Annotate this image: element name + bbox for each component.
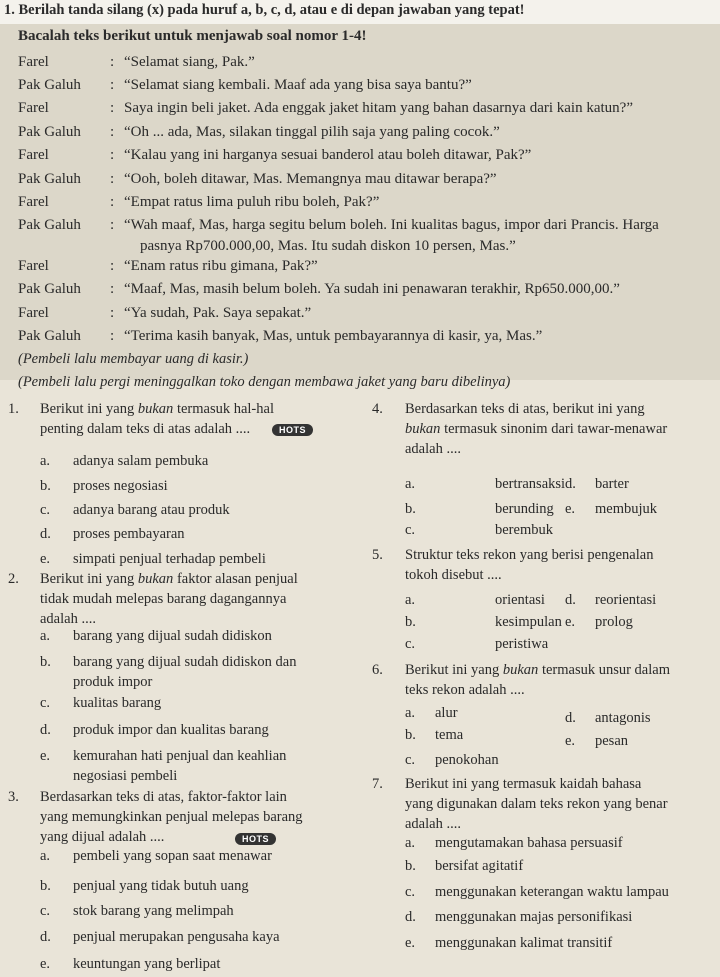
option-text: bersifat agitatif bbox=[435, 858, 524, 874]
option-text: pesan bbox=[595, 733, 629, 749]
option-text: kemurahan hati penjual dan keahlian bbox=[73, 748, 287, 764]
option-text: bertransaksi bbox=[495, 476, 566, 492]
option-text: alur bbox=[435, 705, 458, 721]
option-letter: e. bbox=[405, 935, 416, 951]
speaker-colon: : bbox=[110, 194, 115, 210]
option-text: berunding bbox=[495, 501, 554, 517]
option-text: reorientasi bbox=[595, 592, 657, 608]
question-number: 6. bbox=[372, 662, 383, 678]
utterance: “Kalau yang ini harganya sesuai banderol atau boleh ditawar, Pak?” bbox=[124, 147, 532, 163]
utterance-continued: pasnya Rp700.000,00, Mas. Itu sudah diskon 10 persen, Mas.” bbox=[140, 238, 516, 254]
question-text: adalah .... bbox=[405, 441, 461, 457]
option-text: kualitas barang bbox=[73, 695, 162, 711]
question-number: 1. bbox=[8, 401, 19, 417]
option-letter: c. bbox=[405, 752, 416, 768]
question-text: tidak mudah melepas barang dagangannya bbox=[40, 591, 287, 607]
option-text: penjual yang tidak butuh uang bbox=[73, 878, 249, 894]
question-text: bukan termasuk sinonim dari tawar-menawar bbox=[405, 421, 668, 437]
narration-note: (Pembeli lalu membayar uang di kasir.) bbox=[18, 351, 249, 367]
option-text-continued: negosiasi pembeli bbox=[73, 768, 178, 784]
option-letter: c. bbox=[40, 502, 51, 518]
narration-note: (Pembeli lalu pergi meninggalkan toko dengan membawa jaket yang baru dibelinya) bbox=[18, 374, 511, 390]
option-letter: a. bbox=[40, 453, 51, 469]
option-letter: b. bbox=[40, 654, 51, 670]
utterance: Saya ingin beli jaket. Ada enggak jaket hitam yang bahan dasarnya dari kain katun?” bbox=[124, 100, 633, 116]
option-text: menggunakan majas personifikasi bbox=[435, 909, 633, 925]
option-text: proses negosiasi bbox=[73, 478, 168, 494]
speaker-name: Farel bbox=[18, 258, 49, 274]
option-letter: a. bbox=[40, 628, 51, 644]
option-letter: c. bbox=[40, 903, 51, 919]
option-text: menggunakan kalimat transitif bbox=[435, 935, 613, 951]
option-letter: d. bbox=[40, 526, 51, 542]
utterance: “Empat ratus lima puluh ribu boleh, Pak?” bbox=[124, 194, 380, 210]
speaker-colon: : bbox=[110, 328, 115, 344]
utterance: “Ooh, boleh ditawar, Mas. Memangnya mau ditawar berapa?” bbox=[124, 171, 497, 187]
question-text: Struktur teks rekon yang berisi pengenalan bbox=[405, 547, 654, 563]
hots-badge: HOTS bbox=[272, 424, 313, 436]
option-letter: a. bbox=[405, 592, 416, 608]
speaker-name: Pak Galuh bbox=[18, 217, 81, 233]
option-letter: a. bbox=[40, 848, 51, 864]
question-text: yang dijual adalah .... bbox=[40, 829, 165, 845]
speaker-colon: : bbox=[110, 281, 115, 297]
option-text: barang yang dijual sudah didiskon bbox=[73, 628, 272, 644]
speaker-colon: : bbox=[110, 77, 115, 93]
option-letter: b. bbox=[40, 478, 51, 494]
option-letter: c. bbox=[405, 522, 416, 538]
question-number: 3. bbox=[8, 789, 19, 805]
question-text: adalah .... bbox=[405, 816, 461, 832]
question-text: Berikut ini yang bukan termasuk hal-hal bbox=[40, 401, 274, 417]
option-text-continued: produk impor bbox=[73, 674, 153, 690]
option-text: prolog bbox=[595, 614, 633, 630]
speaker-colon: : bbox=[110, 217, 115, 233]
option-letter: e. bbox=[565, 501, 576, 517]
question-text: yang memungkinkan penjual melepas barang bbox=[40, 809, 303, 825]
option-letter: e. bbox=[565, 733, 576, 749]
question-text: teks rekon adalah .... bbox=[405, 682, 525, 698]
option-letter: c. bbox=[405, 884, 416, 900]
option-text: menggunakan keterangan waktu lampau bbox=[435, 884, 669, 900]
section-title: 1. Berilah tanda silang (x) pada huruf a, b, c, d, atau e di depan jawaban yang tepat! bbox=[4, 2, 525, 18]
option-text: orientasi bbox=[495, 592, 545, 608]
option-text: peristiwa bbox=[495, 636, 549, 652]
option-text: keuntungan yang berlipat bbox=[73, 956, 221, 972]
option-text: kesimpulan bbox=[495, 614, 562, 630]
hots-badge: HOTS bbox=[235, 833, 276, 845]
option-text: mengutamakan bahasa persuasif bbox=[435, 835, 623, 851]
option-text: tema bbox=[435, 727, 464, 743]
option-letter: e. bbox=[40, 748, 51, 764]
speaker-colon: : bbox=[110, 305, 115, 321]
question-text: Berikut ini yang bukan termasuk unsur dalam bbox=[405, 662, 670, 678]
utterance: “Maaf, Mas, masih belum boleh. Ya sudah ini penawaran terakhir, Rp650.000,00.” bbox=[124, 281, 620, 297]
option-letter: a. bbox=[405, 476, 416, 492]
option-letter: b. bbox=[405, 858, 416, 874]
question-text: Berikut ini yang termasuk kaidah bahasa bbox=[405, 776, 642, 792]
option-text: stok barang yang melimpah bbox=[73, 903, 234, 919]
option-letter: d. bbox=[40, 722, 51, 738]
speaker-name: Pak Galuh bbox=[18, 171, 81, 187]
speaker-colon: : bbox=[110, 258, 115, 274]
option-letter: b. bbox=[40, 878, 51, 894]
speaker-name: Pak Galuh bbox=[18, 124, 81, 140]
option-text: simpati penjual terhadap pembeli bbox=[73, 551, 266, 567]
question-number: 2. bbox=[8, 571, 19, 587]
option-letter: d. bbox=[565, 710, 576, 726]
option-letter: e. bbox=[565, 614, 576, 630]
speaker-colon: : bbox=[110, 147, 115, 163]
option-letter: a. bbox=[405, 835, 416, 851]
question-text: Berikut ini yang bukan faktor alasan penjual bbox=[40, 571, 298, 587]
option-letter: c. bbox=[405, 636, 416, 652]
question-text: adalah .... bbox=[40, 611, 96, 627]
question-text: tokoh disebut .... bbox=[405, 567, 502, 583]
option-text: penjual merupakan pengusaha kaya bbox=[73, 929, 280, 945]
speaker-colon: : bbox=[110, 100, 115, 116]
question-number: 7. bbox=[372, 776, 383, 792]
option-text: adanya salam pembuka bbox=[73, 453, 209, 469]
utterance: “Wah maaf, Mas, harga segitu belum boleh. Ini kualitas bagus, impor dari Prancis. Harga bbox=[124, 217, 659, 233]
passage-instruction: Bacalah teks berikut untuk menjawab soal nomor 1-4! bbox=[18, 28, 367, 44]
question-text: Berdasarkan teks di atas, berikut ini yang bbox=[405, 401, 645, 417]
speaker-colon: : bbox=[110, 124, 115, 140]
option-text: barang yang dijual sudah didiskon dan bbox=[73, 654, 297, 670]
option-text: proses pembayaran bbox=[73, 526, 185, 542]
option-letter: b. bbox=[405, 614, 416, 630]
option-letter: d. bbox=[40, 929, 51, 945]
option-letter: e. bbox=[40, 956, 51, 972]
utterance: “Selamat siang kembali. Maaf ada yang bisa saya bantu?” bbox=[124, 77, 472, 93]
option-text: pembeli yang sopan saat menawar bbox=[73, 848, 272, 864]
option-letter: b. bbox=[405, 501, 416, 517]
speaker-name: Pak Galuh bbox=[18, 328, 81, 344]
question-number: 4. bbox=[372, 401, 383, 417]
speaker-name: Farel bbox=[18, 305, 49, 321]
option-letter: b. bbox=[405, 727, 416, 743]
option-text: membujuk bbox=[595, 501, 658, 517]
question-text: yang digunakan dalam teks rekon yang benar bbox=[405, 796, 668, 812]
option-text: penokohan bbox=[435, 752, 499, 768]
utterance: “Oh ... ada, Mas, silakan tinggal pilih saja yang paling cocok.” bbox=[124, 124, 500, 140]
option-letter: c. bbox=[40, 695, 51, 711]
utterance: “Selamat siang, Pak.” bbox=[124, 54, 255, 70]
speaker-name: Farel bbox=[18, 147, 49, 163]
option-text: produk impor dan kualitas barang bbox=[73, 722, 269, 738]
option-letter: a. bbox=[405, 705, 416, 721]
option-text: barter bbox=[595, 476, 629, 492]
speaker-name: Pak Galuh bbox=[18, 281, 81, 297]
option-text: berembuk bbox=[495, 522, 553, 538]
option-letter: d. bbox=[565, 476, 576, 492]
option-text: adanya barang atau produk bbox=[73, 502, 230, 518]
utterance: “Terima kasih banyak, Mas, untuk pembayarannya di kasir, ya, Mas.” bbox=[124, 328, 543, 344]
option-text: antagonis bbox=[595, 710, 651, 726]
utterance: “Ya sudah, Pak. Saya sepakat.” bbox=[124, 305, 312, 321]
option-letter: e. bbox=[40, 551, 51, 567]
option-letter: d. bbox=[565, 592, 576, 608]
speaker-colon: : bbox=[110, 54, 115, 70]
speaker-name: Farel bbox=[18, 54, 49, 70]
question-text: penting dalam teks di atas adalah .... bbox=[40, 421, 251, 437]
option-letter: d. bbox=[405, 909, 416, 925]
speaker-name: Farel bbox=[18, 100, 49, 116]
speaker-name: Farel bbox=[18, 194, 49, 210]
speaker-name: Pak Galuh bbox=[18, 77, 81, 93]
utterance: “Enam ratus ribu gimana, Pak?” bbox=[124, 258, 318, 274]
question-text: Berdasarkan teks di atas, faktor-faktor lain bbox=[40, 789, 287, 805]
question-number: 5. bbox=[372, 547, 383, 563]
speaker-colon: : bbox=[110, 171, 115, 187]
